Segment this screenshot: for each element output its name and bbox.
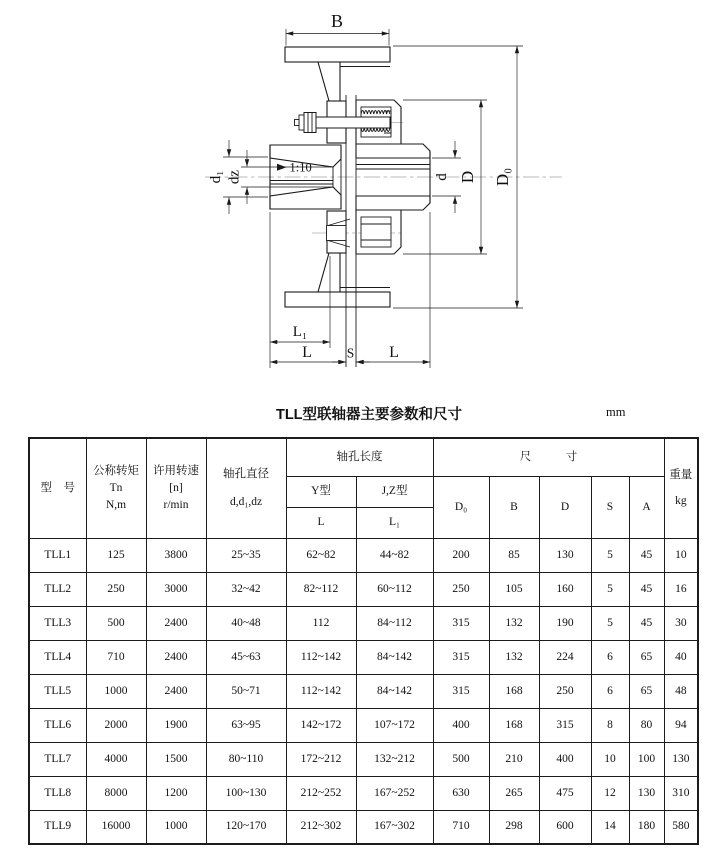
cell-r3-c1: TLL3 [29, 606, 86, 640]
dim-label-L1: L₁ [292, 324, 308, 340]
dim-label-B: B [330, 11, 344, 31]
cell-r7-c8: 210 [489, 742, 539, 776]
col-header-weight [664, 438, 698, 538]
table-row [29, 776, 698, 810]
cell-r7-c10: 10 [591, 742, 629, 776]
table-row [29, 674, 698, 708]
cell-r7-c2: 4000 [86, 742, 146, 776]
cell-r9-c1: TLL9 [29, 810, 86, 844]
col-header-bore-length: 轴孔长度 [286, 438, 433, 476]
header-line: kg [675, 494, 687, 507]
header-line: r/min [163, 498, 189, 511]
cell-r6-c6: 107~172 [356, 708, 433, 742]
cell-r5-c2: 1000 [86, 674, 146, 708]
cell-r3-c5: 112 [286, 606, 356, 640]
cell-r3-c6: 84~112 [356, 606, 433, 640]
title-row [0, 403, 725, 427]
cell-r8-c10: 12 [591, 776, 629, 810]
cell-r4-c6: 84~142 [356, 640, 433, 674]
cell-r4-c2: 710 [86, 640, 146, 674]
cell-r6-c12: 94 [664, 708, 698, 742]
cell-r8-c1: TLL8 [29, 776, 86, 810]
dim-label-D: D [458, 170, 477, 184]
cell-r4-c1: TLL4 [29, 640, 86, 674]
header-line: Tn [109, 481, 123, 494]
cell-r9-c6: 167~302 [356, 810, 433, 844]
taper-arrow-icon [277, 164, 287, 171]
cell-r1-c10: 5 [591, 538, 629, 572]
col-header-bore-dia [206, 438, 286, 538]
cell-r2-c4: 32~42 [206, 572, 286, 606]
cell-r9-c7: 710 [433, 810, 489, 844]
cell-r1-c2: 125 [86, 538, 146, 572]
cell-r7-c11: 100 [629, 742, 664, 776]
cell-r3-c4: 40~48 [206, 606, 286, 640]
table-title: TLL型联轴器主要参数和尺寸 [275, 407, 463, 423]
dim-label-d1: d₁ [208, 170, 224, 184]
cell-r4-c3: 2400 [146, 640, 206, 674]
cell-r7-c5: 172~212 [286, 742, 356, 776]
cell-r1-c12: 10 [664, 538, 698, 572]
cell-r5-c3: 2400 [146, 674, 206, 708]
cell-r2-c5: 82~112 [286, 572, 356, 606]
technical-drawing [0, 0, 725, 398]
cell-r4-c12: 40 [664, 640, 698, 674]
spec-table [28, 437, 699, 845]
cell-r8-c9: 475 [539, 776, 591, 810]
cell-r2-c11: 45 [629, 572, 664, 606]
cell-r6-c1: TLL6 [29, 708, 86, 742]
cell-r9-c2: 16000 [86, 810, 146, 844]
cell-r6-c5: 142~172 [286, 708, 356, 742]
cell-r9-c5: 212~302 [286, 810, 356, 844]
unit-label: mm [606, 405, 626, 419]
table-row [29, 572, 698, 606]
header-line: 重量 [669, 469, 693, 482]
cell-r5-c11: 65 [629, 674, 664, 708]
col-header-torque [86, 438, 146, 538]
cell-r9-c12: 580 [664, 810, 698, 844]
cell-r6-c8: 168 [489, 708, 539, 742]
cell-r1-c6: 44~82 [356, 538, 433, 572]
cell-r4-c4: 45~63 [206, 640, 286, 674]
cell-r2-c3: 3000 [146, 572, 206, 606]
dim-label-L-right: L [389, 344, 399, 361]
cell-r3-c11: 45 [629, 606, 664, 640]
cell-r9-c9: 600 [539, 810, 591, 844]
cell-r3-c12: 30 [664, 606, 698, 640]
cell-r4-c10: 6 [591, 640, 629, 674]
cell-r8-c11: 130 [629, 776, 664, 810]
cell-r2-c6: 60~112 [356, 572, 433, 606]
cell-r3-c2: 500 [86, 606, 146, 640]
cell-r8-c8: 265 [489, 776, 539, 810]
cell-r5-c9: 250 [539, 674, 591, 708]
cell-r1-c4: 25~35 [206, 538, 286, 572]
cell-r6-c4: 63~95 [206, 708, 286, 742]
col-header-speed [146, 438, 206, 538]
cell-r2-c8: 105 [489, 572, 539, 606]
cell-r3-c8: 132 [489, 606, 539, 640]
table-row [29, 708, 698, 742]
table-row [29, 742, 698, 776]
cell-r6-c10: 8 [591, 708, 629, 742]
taper-label: 1:10 [289, 160, 312, 175]
cell-r9-c3: 1000 [146, 810, 206, 844]
cell-r5-c1: TLL5 [29, 674, 86, 708]
dim-label-D0: D₀ [493, 167, 512, 187]
header-line: d,d₁,dz [229, 496, 263, 509]
cell-r1-c9: 130 [539, 538, 591, 572]
cell-r4-c9: 224 [539, 640, 591, 674]
cell-r9-c11: 180 [629, 810, 664, 844]
cell-r1-c5: 62~82 [286, 538, 356, 572]
cell-r7-c9: 400 [539, 742, 591, 776]
cell-r1-c8: 85 [489, 538, 539, 572]
header-line: [n] [169, 481, 183, 494]
table-row [29, 606, 698, 640]
cell-r2-c7: 250 [433, 572, 489, 606]
cell-r9-c8: 298 [489, 810, 539, 844]
cell-r6-c9: 315 [539, 708, 591, 742]
cell-r7-c6: 132~212 [356, 742, 433, 776]
dim-label-L-left: L [302, 344, 312, 361]
cell-r3-c9: 190 [539, 606, 591, 640]
cell-r8-c5: 212~252 [286, 776, 356, 810]
dimensions [208, 11, 523, 368]
cell-r2-c10: 5 [591, 572, 629, 606]
cell-r5-c10: 6 [591, 674, 629, 708]
cell-r6-c3: 1900 [146, 708, 206, 742]
cell-r2-c9: 160 [539, 572, 591, 606]
header-line: N,m [105, 498, 127, 511]
cell-r8-c3: 1200 [146, 776, 206, 810]
col-header-dims: 尺 寸 [433, 438, 664, 476]
cell-r5-c7: 315 [433, 674, 489, 708]
cell-r1-c1: TLL1 [29, 538, 86, 572]
cell-r7-c7: 500 [433, 742, 489, 776]
cell-r7-c4: 80~110 [206, 742, 286, 776]
cell-r8-c2: 8000 [86, 776, 146, 810]
cell-r3-c10: 5 [591, 606, 629, 640]
col-header-D0: D₀ [433, 476, 489, 538]
cell-r8-c6: 167~252 [356, 776, 433, 810]
cell-r1-c11: 45 [629, 538, 664, 572]
cell-r8-c4: 100~130 [206, 776, 286, 810]
dim-label-S: S [346, 345, 355, 361]
cell-r6-c11: 80 [629, 708, 664, 742]
table-body [29, 538, 698, 844]
cell-r5-c4: 50~71 [206, 674, 286, 708]
col-header-jz-type: J,Z型 [356, 476, 433, 507]
cell-r9-c10: 14 [591, 810, 629, 844]
dim-label-dz: dz [226, 169, 243, 185]
col-header-D: D [539, 476, 591, 538]
cell-r8-c12: 310 [664, 776, 698, 810]
cell-r7-c12: 130 [664, 742, 698, 776]
cell-r9-c4: 120~170 [206, 810, 286, 844]
cell-r5-c8: 168 [489, 674, 539, 708]
cell-r5-c12: 48 [664, 674, 698, 708]
cell-r2-c2: 250 [86, 572, 146, 606]
col-header-L1: L₁ [356, 507, 433, 538]
header-line: 轴孔直径 [223, 467, 269, 480]
cell-r4-c11: 65 [629, 640, 664, 674]
col-header-B: B [489, 476, 539, 538]
mating-faces [346, 95, 356, 367]
col-header-L: L [286, 507, 356, 538]
cell-r2-c12: 16 [664, 572, 698, 606]
table-row [29, 810, 698, 844]
cell-r7-c1: TLL7 [29, 742, 86, 776]
cell-r5-c6: 84~142 [356, 674, 433, 708]
cell-r5-c5: 112~142 [286, 674, 356, 708]
cell-r4-c5: 112~142 [286, 640, 356, 674]
header-line: 许用转速 [153, 465, 199, 478]
col-header-model: 型 号 [29, 438, 86, 538]
dim-label-d: d [434, 173, 450, 181]
col-header-A: A [629, 476, 664, 538]
header-line: 公称转矩 [93, 465, 139, 478]
table-row [29, 640, 698, 674]
cell-r8-c7: 630 [433, 776, 489, 810]
cell-r7-c3: 1500 [146, 742, 206, 776]
col-header-y-type: Y型 [286, 476, 356, 507]
cell-r1-c7: 200 [433, 538, 489, 572]
cell-r1-c3: 3800 [146, 538, 206, 572]
cell-r6-c2: 2000 [86, 708, 146, 742]
cell-r2-c1: TLL2 [29, 572, 86, 606]
table-row [29, 538, 698, 572]
cell-r3-c3: 2400 [146, 606, 206, 640]
cell-r6-c7: 400 [433, 708, 489, 742]
cell-r3-c7: 315 [433, 606, 489, 640]
cell-r4-c8: 132 [489, 640, 539, 674]
cell-r4-c7: 315 [433, 640, 489, 674]
col-header-S: S [591, 476, 629, 538]
